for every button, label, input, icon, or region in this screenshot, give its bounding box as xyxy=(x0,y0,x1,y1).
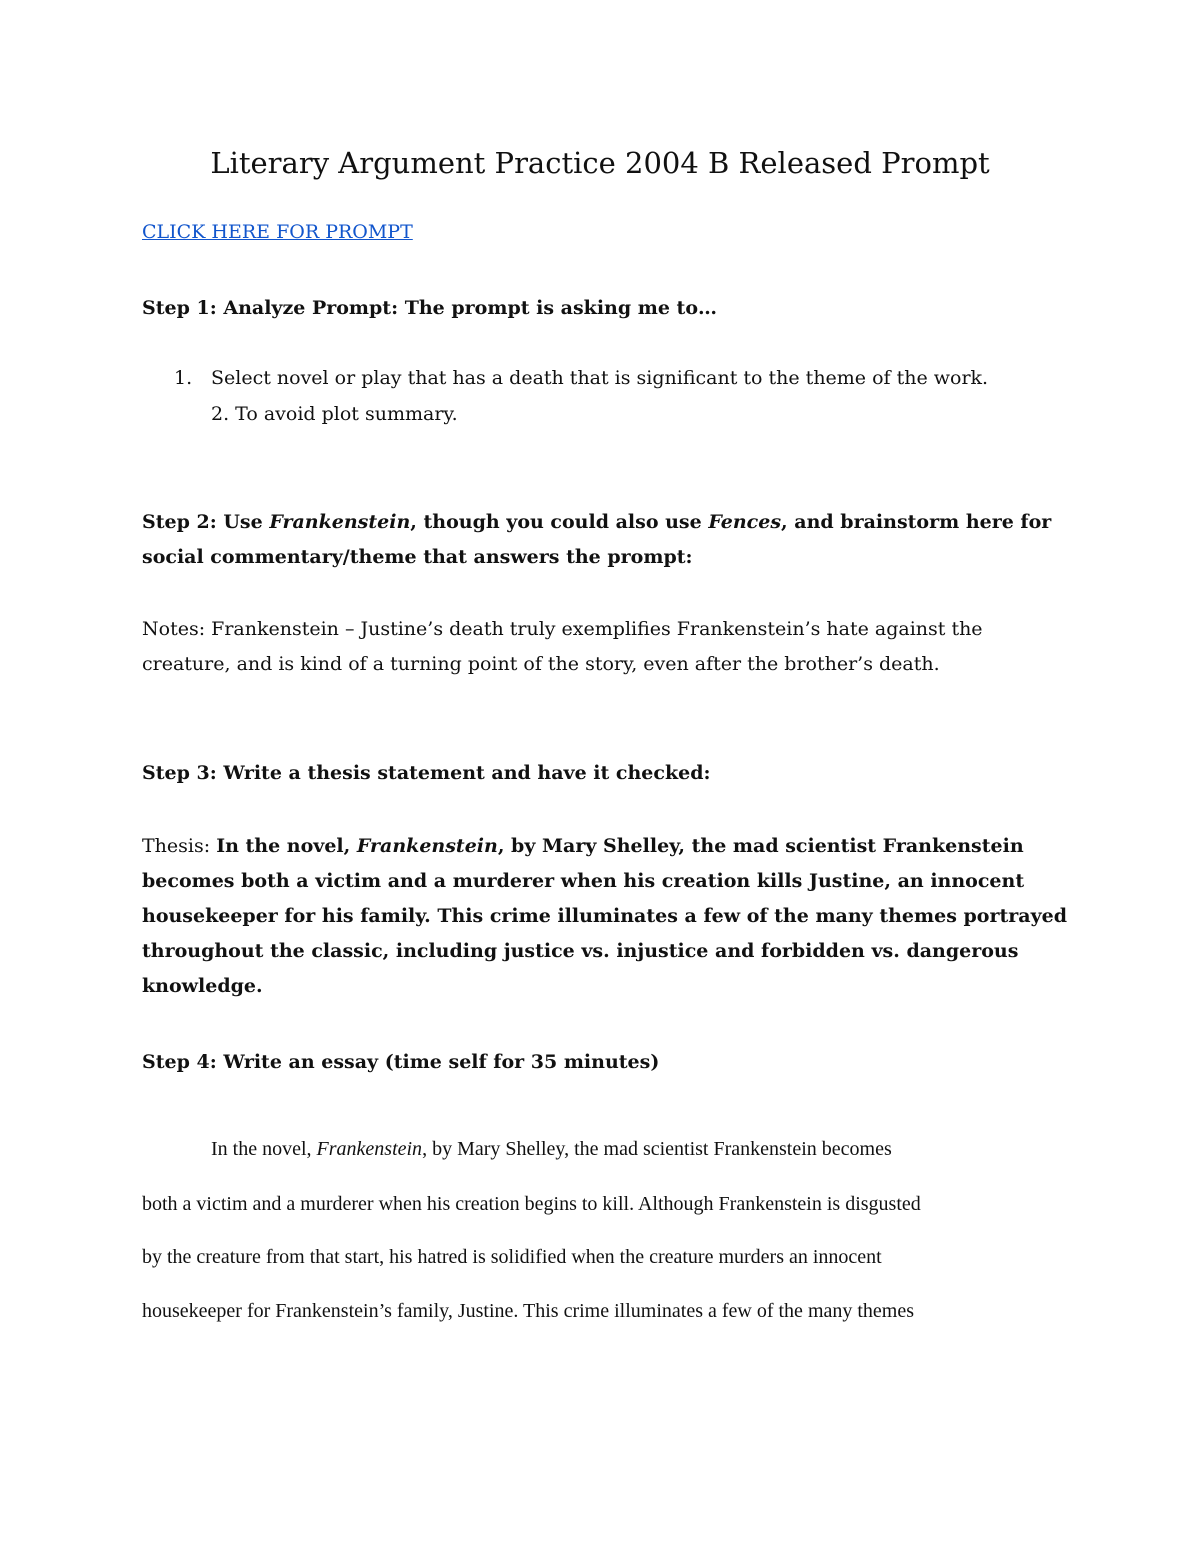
step2-heading xyxy=(142,505,1072,575)
essay-text: In the novel, xyxy=(211,1138,317,1160)
step1-item-text: Select novel or play that has a death that is significant to the theme of the work. xyxy=(211,367,989,389)
thesis-label: Thesis: xyxy=(142,835,217,857)
essay-line: both a victim and a murderer when his creation begins to kill. Although Frankenstein is disgusted xyxy=(142,1193,921,1215)
step1-item-text: 2. To avoid plot summary. xyxy=(211,403,458,425)
step4-heading: Step 4: Write an essay (time self for 35 minutes) xyxy=(142,1051,660,1073)
step2-heading-text: , and brainstorm here for social commentary/theme that answers the prompt: xyxy=(142,511,1052,568)
step2-heading-book: Frankenstein xyxy=(269,511,411,533)
prompt-link[interactable]: CLICK HERE FOR PROMPT xyxy=(142,221,413,243)
essay-line xyxy=(211,1134,892,1164)
step2-notes: Notes: Frankenstein – Justine’s death truly exemplifies Frankenstein’s hate against the creature, and is kind of a turning point of the story, even after the brother’s death. xyxy=(142,618,983,675)
step2-heading-text: Step 2: Use xyxy=(142,511,270,533)
step2-heading-play: Fences xyxy=(708,511,782,533)
document-title: Literary Argument Practice 2004 B Released Prompt xyxy=(210,146,990,180)
thesis-paragraph xyxy=(142,829,1072,1004)
step3-heading: Step 3: Write a thesis statement and have it checked: xyxy=(142,762,711,784)
essay-line: by the creature from that start, his hatred is solidified when the creature murders an innocent xyxy=(142,1246,882,1268)
essay-text: , by Mary Shelley, the mad scientist Frankenstein becomes xyxy=(422,1138,892,1160)
essay-book-title: Frankenstein xyxy=(316,1138,423,1160)
essay-line: housekeeper for Frankenstein’s family, Justine. This crime illuminates a few of the many themes xyxy=(142,1300,915,1322)
step1-heading: Step 1: Analyze Prompt: The prompt is asking me to… xyxy=(142,297,718,319)
thesis-text: , by Mary Shelley, the mad scientist Frankenstein becomes both a victim and a murderer when his creation kills Justine, an innocent housekeeper for his family. This crime illuminates a few of the many themes portrayed throughout the classic, including justice vs. injustice and forbidden vs. dangerous knowledge. xyxy=(142,835,1067,997)
thesis-text: In the novel, xyxy=(216,835,357,857)
step1-item-number: 1. xyxy=(174,367,193,389)
step2-heading-text: , though you could also use xyxy=(410,511,709,533)
thesis-book-title: Frankenstein xyxy=(356,835,498,857)
